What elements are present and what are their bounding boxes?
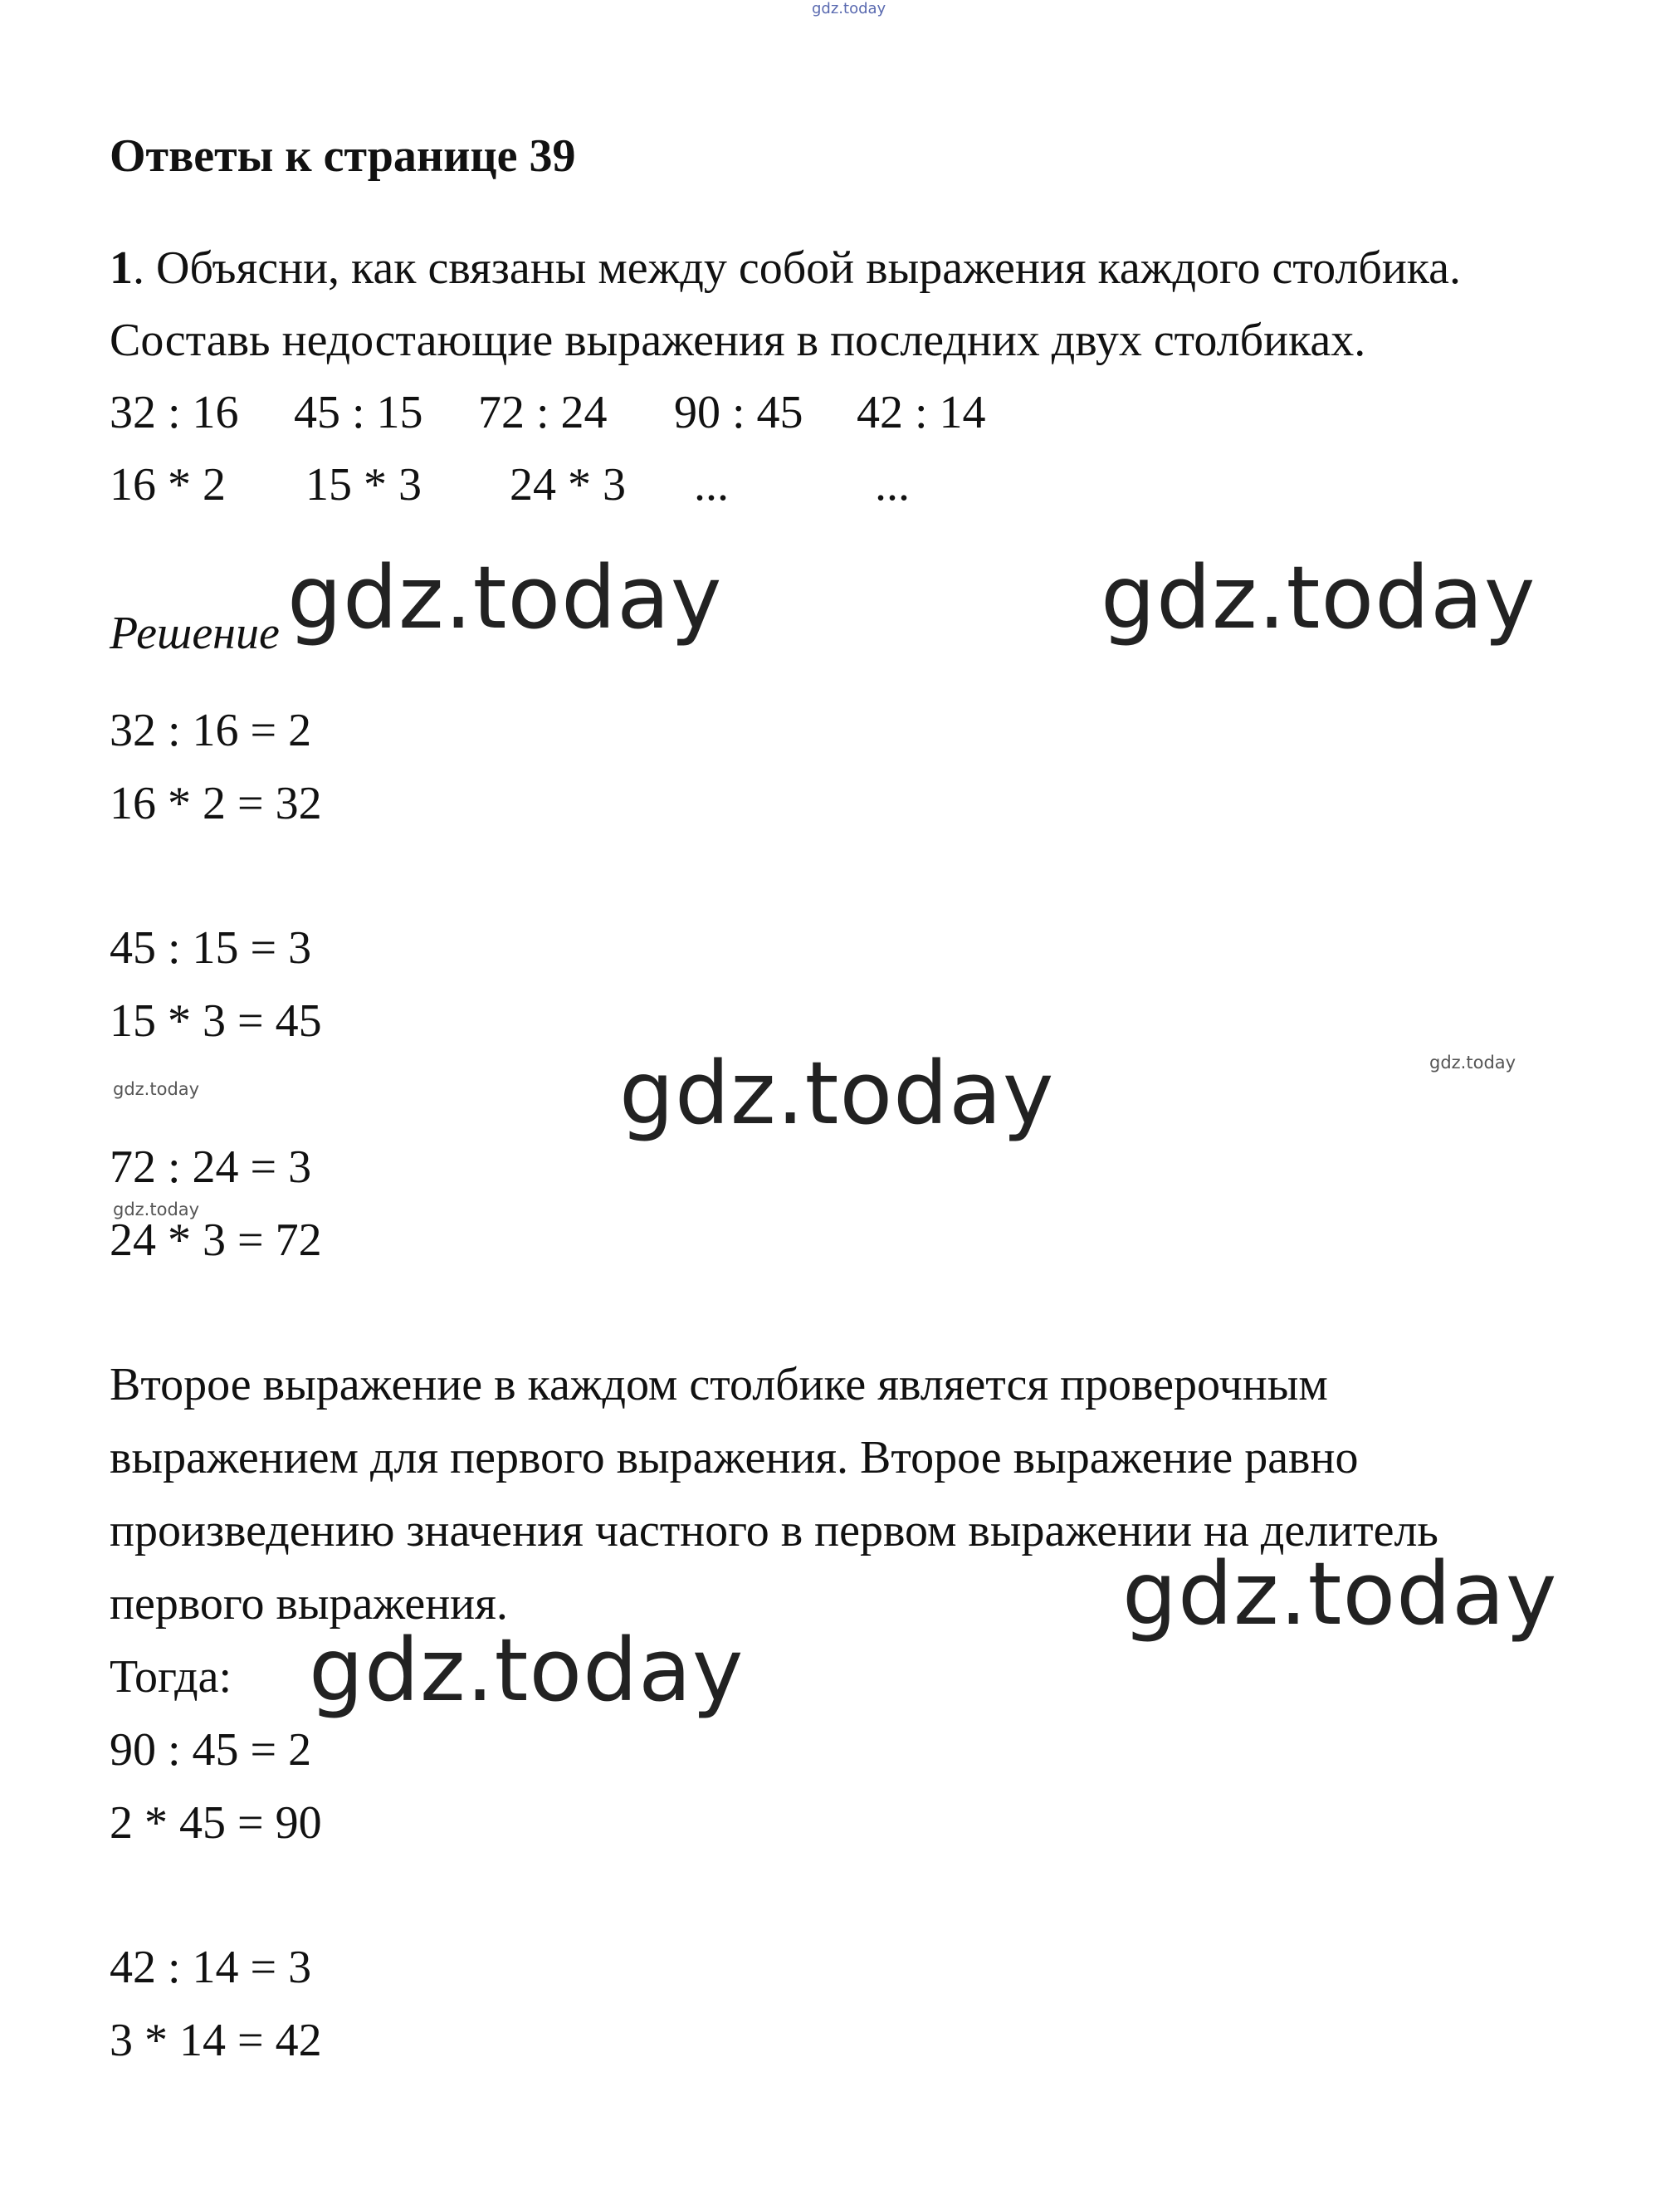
explanation-line-2: выражением для первого выражения. Второе выражение равно [110,1432,1359,1483]
final-pair-2-division: 42 : 14 = 3 [110,1942,312,1993]
final-pair-2-check: 3 * 14 = 42 [110,2015,322,2066]
expr-r2-c3: 24 * 3 [510,459,626,511]
watermark-big-1: gdz.today [287,547,723,648]
solution-pair-1-check: 16 * 2 = 32 [110,778,322,829]
watermark-big-3: gdz.today [619,1043,1055,1144]
expr-r1-c1: 32 : 16 [110,387,239,438]
expr-r1-c5: 42 : 14 [857,387,986,438]
expr-r1-c4: 90 : 45 [674,387,803,438]
solution-pair-2-division: 45 : 15 = 3 [110,922,312,974]
explanation-line-4: первого выражения. [110,1578,508,1630]
watermark-top: gdz.today [812,0,886,17]
final-pair-1-check: 2 * 45 = 90 [110,1797,322,1849]
expr-r2-c2: 15 * 3 [305,459,422,511]
watermark-small-3: gdz.today [113,1200,200,1219]
task-text-1: . Объясни, как связаны между собой выражения каждого столбика. [133,242,1462,294]
page-title: Ответы к странице 39 [110,130,576,182]
solution-pair-2-check: 15 * 3 = 45 [110,995,322,1047]
expr-r2-c1: 16 * 2 [110,459,226,511]
watermark-big-5: gdz.today [309,1620,745,1721]
watermark-big-2: gdz.today [1101,547,1536,648]
task-line-2: Составь недостающие выражения в последних двух столбиках. [110,315,1366,366]
watermark-small-1: gdz.today [113,1079,200,1099]
task-number: 1 [110,242,133,294]
watermark-small-2: gdz.today [1429,1053,1516,1073]
watermark-big-4: gdz.today [1122,1543,1558,1644]
expr-r1-c3: 72 : 24 [478,387,608,438]
solution-pair-3-division: 72 : 24 = 3 [110,1141,312,1193]
solution-pair-3-check: 24 * 3 = 72 [110,1214,322,1266]
explanation-line-3: произведению значения частного в первом выражении на делитель [110,1505,1438,1556]
task-line-1 [110,242,1462,294]
expr-r2-c5: ... [875,459,910,511]
solution-pair-1-division: 32 : 16 = 2 [110,705,312,756]
then-label: Тогда: [110,1651,232,1703]
final-pair-1-division: 90 : 45 = 2 [110,1724,312,1776]
expr-r2-c4: ... [694,459,729,511]
expr-r1-c2: 45 : 15 [294,387,423,438]
solution-label: Решение [110,608,280,659]
explanation-line-1: Второе выражение в каждом столбике является проверочным [110,1359,1328,1410]
